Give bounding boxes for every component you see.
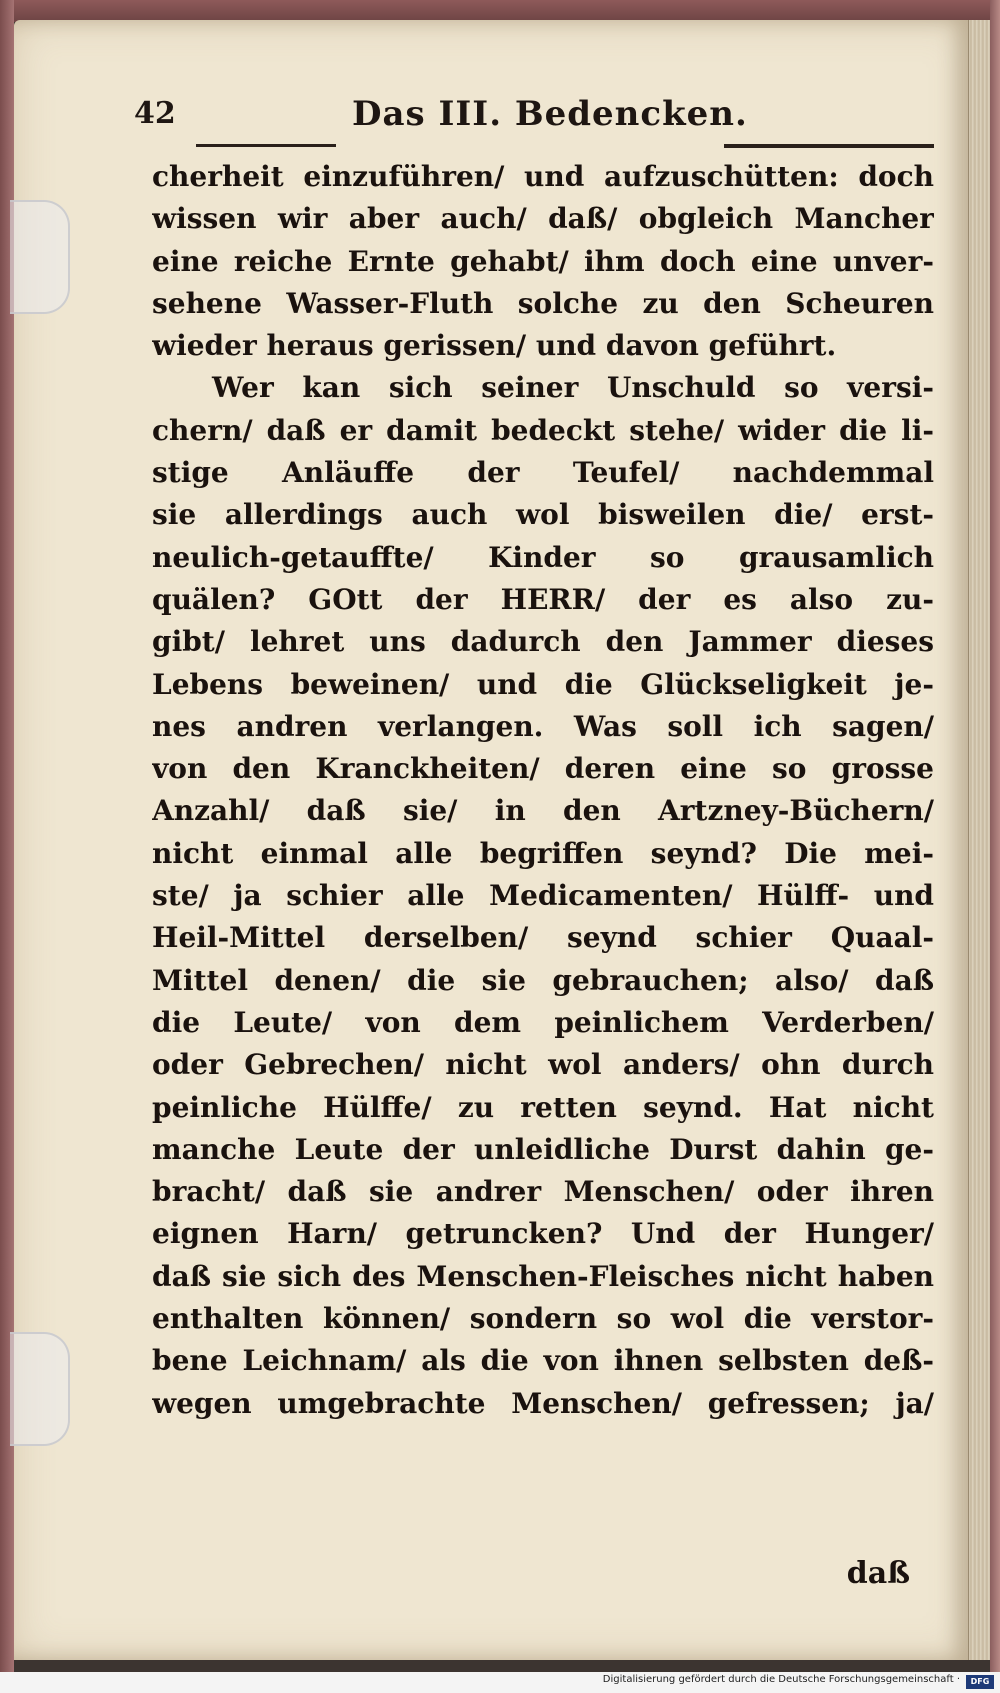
running-head [134,90,934,150]
book-page [14,20,970,1660]
book-cover-edge-top [0,0,1000,22]
catchword: daß [846,1556,910,1591]
text-line: eine reiche Ernte gehabt/ ihm doch eine unver- [152,244,934,278]
head-rule-left [196,144,336,147]
text-line: Wer kan sich seiner Unschuld so versi- [212,371,934,405]
book-cover-edge-right [990,0,1000,1693]
text-line: quälen? GOtt der HERR/ der es also zu- [152,582,934,616]
text-line: nicht einmal alle begriffen seynd? Die mei- [152,836,934,870]
text-line: die Leute/ von dem peinlichem Verderben/ [152,1005,934,1039]
funding-credit: Digitalisierung gefördert durch die Deutsche Forschungsgemeinschaft · [602,1674,960,1685]
text-line: Lebens beweinen/ und die Glückseligkeit je- [152,667,934,701]
text-line: eignen Harn/ getruncken? Und der Hunger/ [152,1217,934,1251]
text-line: enthalten können/ sondern so wol die verstor- [152,1302,934,1336]
text-line: stige Anläuffe der Teufel/ nachdemmal [152,456,934,490]
digitization-footer [0,1672,1000,1693]
text-line: daß sie sich des Menschen-Fleisches nicht haben [152,1259,934,1293]
text-line: wegen umgebrachte Menschen/ gefressen; ja/ [152,1386,934,1420]
dfg-logo-icon: DFG [966,1675,994,1689]
text-line: ste/ ja schier alle Medicamenten/ Hülff- und [152,879,934,913]
text-line: oder Gebrechen/ nicht wol anders/ ohn durch [152,1048,934,1082]
text-line: wissen wir aber auch/ daß/ obgleich Mancher [152,202,934,236]
text-line: wieder heraus gerissen/ und davon geführt. [152,329,837,363]
text-line: bene Leichnam/ als die von ihnen selbsten deß- [152,1344,934,1378]
text-line: sehene Wasser-Fluth solche zu den Scheuren [152,286,934,320]
text-line: Anzahl/ daß sie/ in den Artzney-Büchern/ [152,794,934,828]
text-line: chern/ daß er damit bedeckt stehe/ wider die li- [152,413,934,447]
text-line: von den Kranckheiten/ deren eine so grosse [152,752,934,786]
page-number: 42 [134,96,176,131]
body-text [152,156,934,1425]
text-line: sie allerdings auch wol bisweilen die/ erst- [152,498,934,532]
text-line: nes andren verlangen. Was soll ich sagen/ [152,709,934,743]
text-line: Mittel denen/ die sie gebrauchen; also/ daß [152,963,934,997]
page-clip-top [10,200,70,314]
text-line: Heil-Mittel derselben/ seynd schier Quaal- [152,921,934,955]
page-clip-bottom [10,1332,70,1446]
head-rule-right [724,144,934,148]
running-head-title: Das III. Bedencken. [352,94,748,134]
text-line: neulich-getauffte/ Kinder so grausamlich [152,540,934,574]
text-line: peinliche Hülffe/ zu retten seynd. Hat nicht [152,1090,934,1124]
text-line: cherheit einzuführen/ und aufzuschütten: doch [152,160,934,193]
text-line: bracht/ daß sie andrer Menschen/ oder ihren [152,1175,934,1209]
text-line: manche Leute der unleidliche Durst dahin ge- [152,1132,934,1166]
text-line: gibt/ lehret uns dadurch den Jammer dieses [152,625,934,659]
